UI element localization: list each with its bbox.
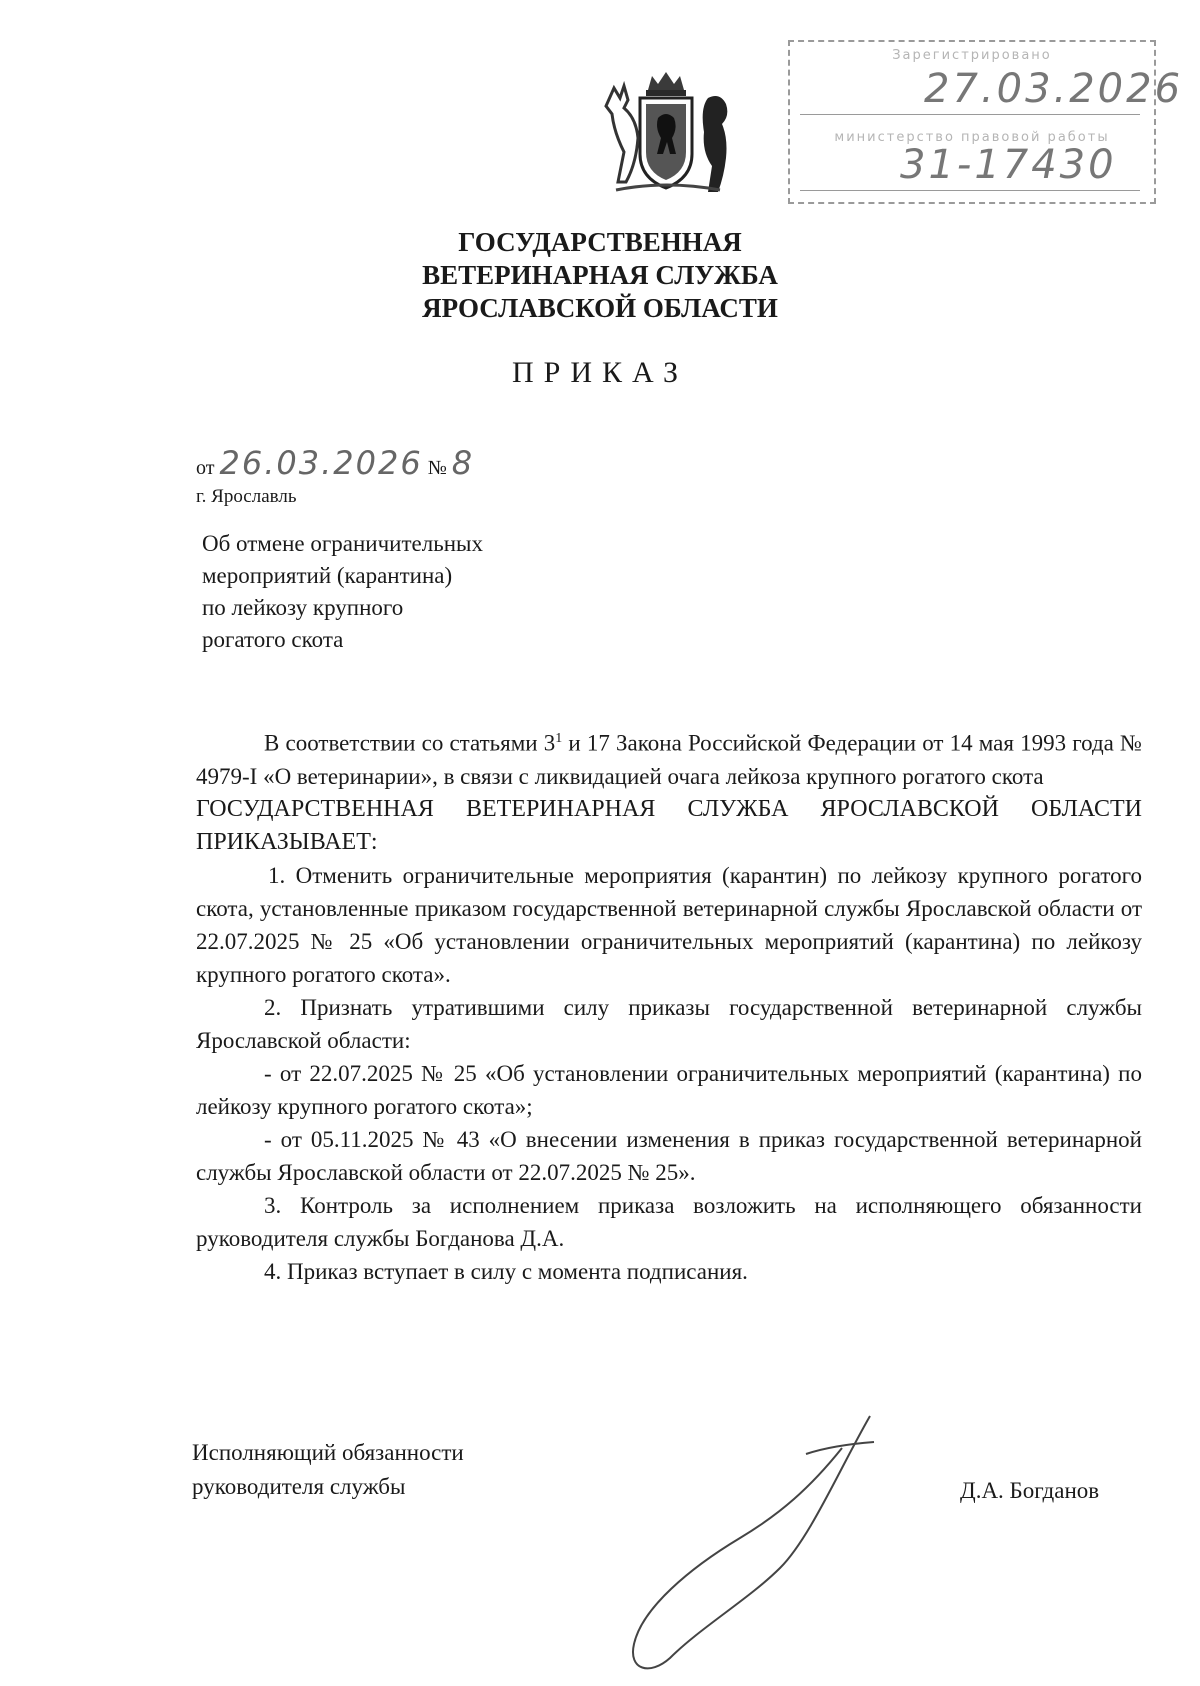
order-item-2: 2. Признать утратившими силу приказы государственной ветеринарной службы Ярославской области: (196, 994, 1142, 1053)
order-date-number (196, 444, 474, 482)
org-line: ЯРОСЛАВСКОЙ ОБЛАСТИ (422, 293, 778, 323)
stamp-caption: министерство правовой работы (834, 130, 1110, 145)
stamp-rule (800, 190, 1140, 191)
order-item-1: 1. Отменить ограничительные мероприятия (карантин) по лейкозу крупного рогатого скота, установленные приказом государственной ветеринарной службы Ярославской области от 22.07.2025 № 25 «Об установлении ограничительных мероприятий (карантина) по лейкозу крупного рогатого скота». (196, 862, 1142, 987)
preamble-start: В соответствии со статьями 3 (264, 730, 556, 756)
order-item-3: 3. Контроль за исполнением приказа возложить на исполняющего обязанности руководителя службы Богданова Д.А. (196, 1192, 1142, 1251)
order-date: 26.03.2026 (219, 444, 423, 482)
registration-stamp (788, 40, 1184, 204)
document-type-title: ПРИКАЗ (512, 356, 688, 389)
coat-of-arms-emblem (596, 68, 736, 198)
subject-line: рогатого скота (202, 627, 344, 652)
signatory-position (192, 1436, 612, 1504)
signatory-name: Д.А. Богданов (960, 1478, 1100, 1503)
stamp-date: 27.03.2026 (924, 66, 1184, 112)
org-line: ГОСУДАРСТВЕННАЯ (458, 227, 742, 257)
stamp-top-text: Зарегистрировано (892, 48, 1052, 63)
order-item-2-sub-a: - от 22.07.2025 № 25 «Об установлении ограничительных мероприятий (карантина) по лейкозу крупного рогатого скота»; (196, 1060, 1142, 1119)
preamble-end: и 17 Закона Российской Федерации от 14 мая 1993 года № 4979-I «О ветеринарии», в связи с ликвидацией очага лейкоза крупного рогатого скота (196, 730, 1142, 789)
preamble-superscript: 1 (555, 731, 563, 746)
position-line: руководителя службы (192, 1474, 406, 1499)
org-line: ВЕТЕРИНАРНАЯ СЛУЖБА (422, 260, 778, 290)
subject-line: по лейкозу крупного (202, 595, 404, 620)
date-prefix: от (196, 457, 215, 479)
subject-line: мероприятий (карантина) (202, 563, 453, 588)
preamble-paragraph (196, 722, 1142, 793)
order-item-2-sub-b: - от 05.11.2025 № 43 «О внесении изменения в приказ государственной ветеринарной службы Ярославской области от 22.07.2025 № 25». (196, 1126, 1142, 1185)
order-subject (202, 528, 622, 656)
order-number: 8 (451, 444, 475, 482)
number-sign: № (427, 457, 447, 479)
subject-line: Об отмене ограничительных (202, 531, 483, 556)
stamp-rule (800, 114, 1140, 115)
city: г. Ярославль (196, 486, 297, 507)
stamp-number: 31-17430 (900, 142, 1117, 188)
handwritten-signature (610, 1408, 890, 1678)
orders-statement: ГОСУДАРСТВЕННАЯ ВЕТЕРИНАРНАЯ СЛУЖБА ЯРОСЛАВСКОЙ ОБЛАСТИ ПРИКАЗЫВАЕТ: (196, 795, 1142, 855)
position-line: Исполняющий обязанности (192, 1440, 464, 1465)
order-body (196, 722, 1142, 1288)
order-item-4: 4. Приказ вступает в силу с момента подписания. (264, 1258, 748, 1284)
organization-name (300, 226, 900, 325)
